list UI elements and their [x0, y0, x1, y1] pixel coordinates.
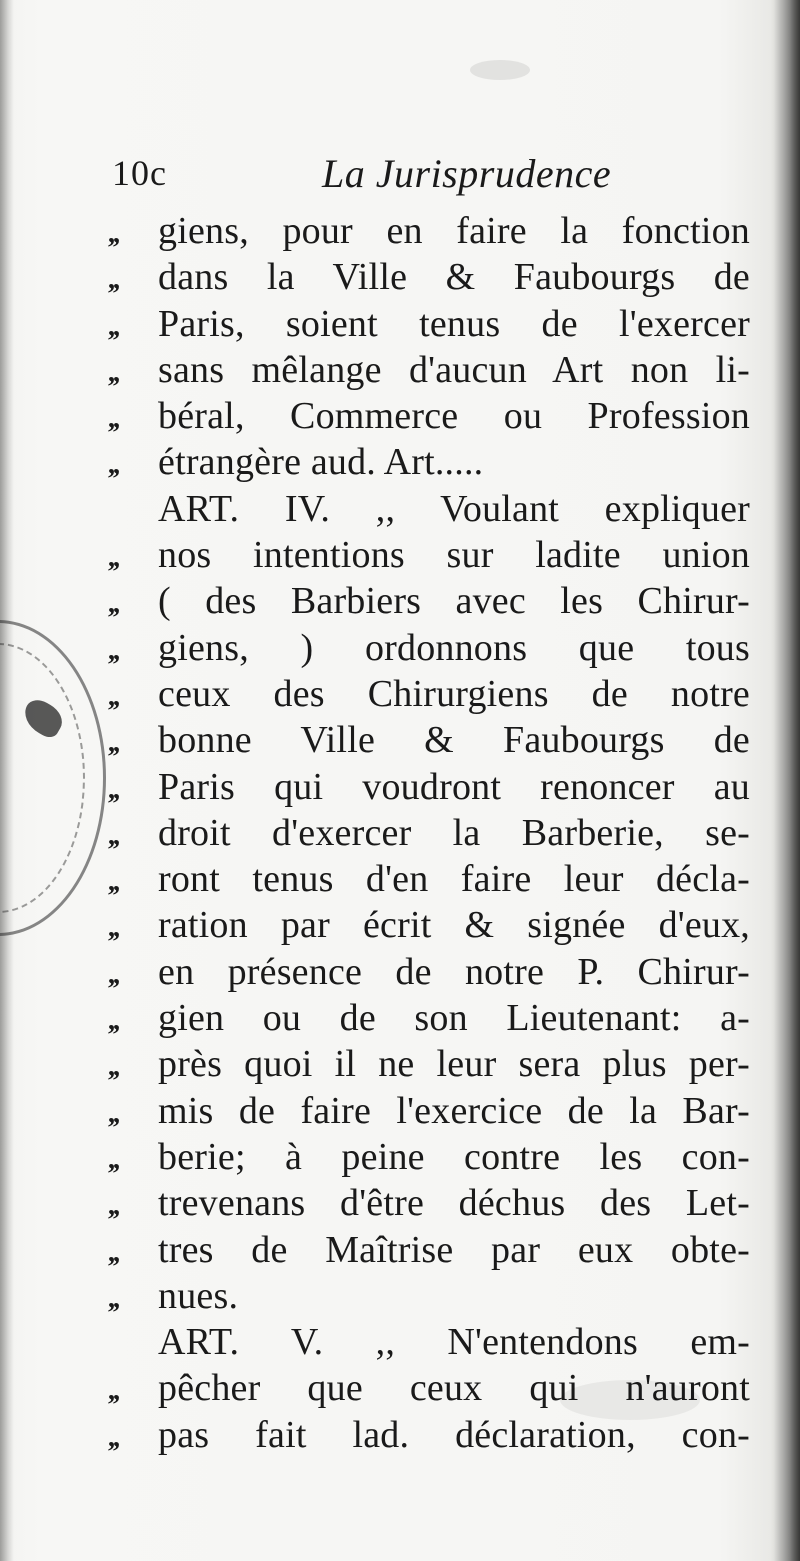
quote-mark: ,, [108, 958, 118, 990]
line-text: en présence de notre P. Chirur- [158, 950, 750, 993]
line-text: nos intentions sur ladite union [158, 534, 750, 577]
library-stamp-inner-ring [0, 643, 85, 913]
quote-mark: ,, [108, 1190, 118, 1222]
quote-mark: ,, [108, 866, 118, 898]
quote-mark: ,, [108, 449, 118, 481]
line-text: béral, Commerce ou Profession [158, 395, 750, 438]
text-line [108, 254, 768, 300]
quote-mark: ,, [108, 310, 118, 342]
quote-mark: ,, [108, 1236, 118, 1268]
quote-mark: ,, [108, 680, 118, 712]
text-line [108, 1412, 768, 1458]
quote-mark: ,, [108, 773, 118, 805]
text-line [108, 439, 768, 485]
line-text: Paris, soient tenus de l'exercer [158, 302, 750, 345]
text-line [108, 625, 768, 671]
quote-mark: ,, [108, 1051, 118, 1083]
line-text: giens, ) ordonnons que tous [158, 626, 750, 669]
line-text: nues. [158, 1274, 239, 1317]
text-line [108, 208, 768, 254]
line-text: ront tenus d'en faire leur décla- [158, 858, 750, 901]
text-line [108, 671, 768, 717]
line-text: ( des Barbiers avec les Chirur- [158, 580, 750, 623]
paper-blemish [470, 60, 530, 80]
line-text: ceux des Chirurgiens de notre [158, 672, 750, 715]
line-text: pêcher que ceux qui n'auront [158, 1367, 750, 1410]
text-line [108, 1227, 768, 1273]
quote-mark: ,, [108, 542, 118, 574]
text-line [108, 1180, 768, 1226]
body-text [108, 208, 768, 1458]
line-text: ration par écrit & signée d'eux, [158, 904, 750, 947]
line-text: trevenans d'être déchus des Let- [158, 1182, 750, 1225]
text-line [108, 810, 768, 856]
article-heading-line [108, 486, 768, 532]
text-line [108, 902, 768, 948]
quote-mark: ,, [108, 1375, 118, 1407]
text-line [108, 995, 768, 1041]
quote-mark: ,, [108, 588, 118, 620]
quote-mark: ,, [108, 727, 118, 759]
line-text: berie; à peine contre les con- [158, 1135, 750, 1178]
text-line [108, 717, 768, 763]
text-line [108, 393, 768, 439]
line-text: gien ou de son Lieutenant: a- [158, 997, 750, 1040]
quote-mark: ,, [108, 356, 118, 388]
line-text: bonne Ville & Faubourgs de [158, 719, 750, 762]
text-line [108, 301, 768, 347]
line-text: mis de faire l'exercice de la Bar- [158, 1089, 750, 1132]
text-line [108, 1273, 768, 1319]
page-number: 10c [112, 153, 167, 193]
line-text: giens, pour en faire la fonction [158, 210, 750, 252]
library-stamp [0, 620, 106, 936]
running-head: La Jurisprudence [322, 151, 612, 196]
quote-mark: ,, [108, 1005, 118, 1037]
line-text: pas fait lad. déclaration, con- [158, 1413, 750, 1456]
text-line [108, 949, 768, 995]
line-text: droit d'exercer la Barberie, se- [158, 811, 750, 854]
paper-blemish [560, 1380, 700, 1420]
quote-mark: ,, [108, 1421, 118, 1453]
line-text: ART. V. ,, N'entendons em- [158, 1321, 750, 1364]
page-header [112, 150, 752, 206]
quote-mark: ,, [108, 1143, 118, 1175]
line-text: étrangère aud. Art..... [158, 441, 484, 484]
text-line [108, 1041, 768, 1087]
line-text: près quoi il ne leur sera plus per- [158, 1043, 750, 1086]
line-text: sans mêlange d'aucun Art non li- [158, 348, 750, 391]
quote-mark: ,, [108, 912, 118, 944]
text-line [108, 856, 768, 902]
quote-mark: ,, [108, 264, 118, 296]
line-text: tres de Maîtrise par eux obte- [158, 1228, 750, 1271]
text-line [108, 347, 768, 393]
book-spine-shadow [774, 0, 800, 1561]
text-line [108, 1088, 768, 1134]
quote-mark: ,, [108, 1282, 118, 1314]
line-text: ART. IV. ,, Voulant expliquer [158, 487, 750, 530]
line-text: Paris qui voudront renoncer au [158, 765, 750, 808]
text-line [108, 532, 768, 578]
quote-mark: ,, [108, 403, 118, 435]
article-heading-line [108, 1319, 768, 1365]
text-line [108, 1134, 768, 1180]
quote-mark: ,, [108, 1097, 118, 1129]
quote-mark: ,, [108, 218, 118, 249]
quote-mark: ,, [108, 634, 118, 666]
text-line [108, 764, 768, 810]
line-text: dans la Ville & Faubourgs de [158, 256, 750, 299]
text-line [108, 578, 768, 624]
quote-mark: ,, [108, 819, 118, 851]
